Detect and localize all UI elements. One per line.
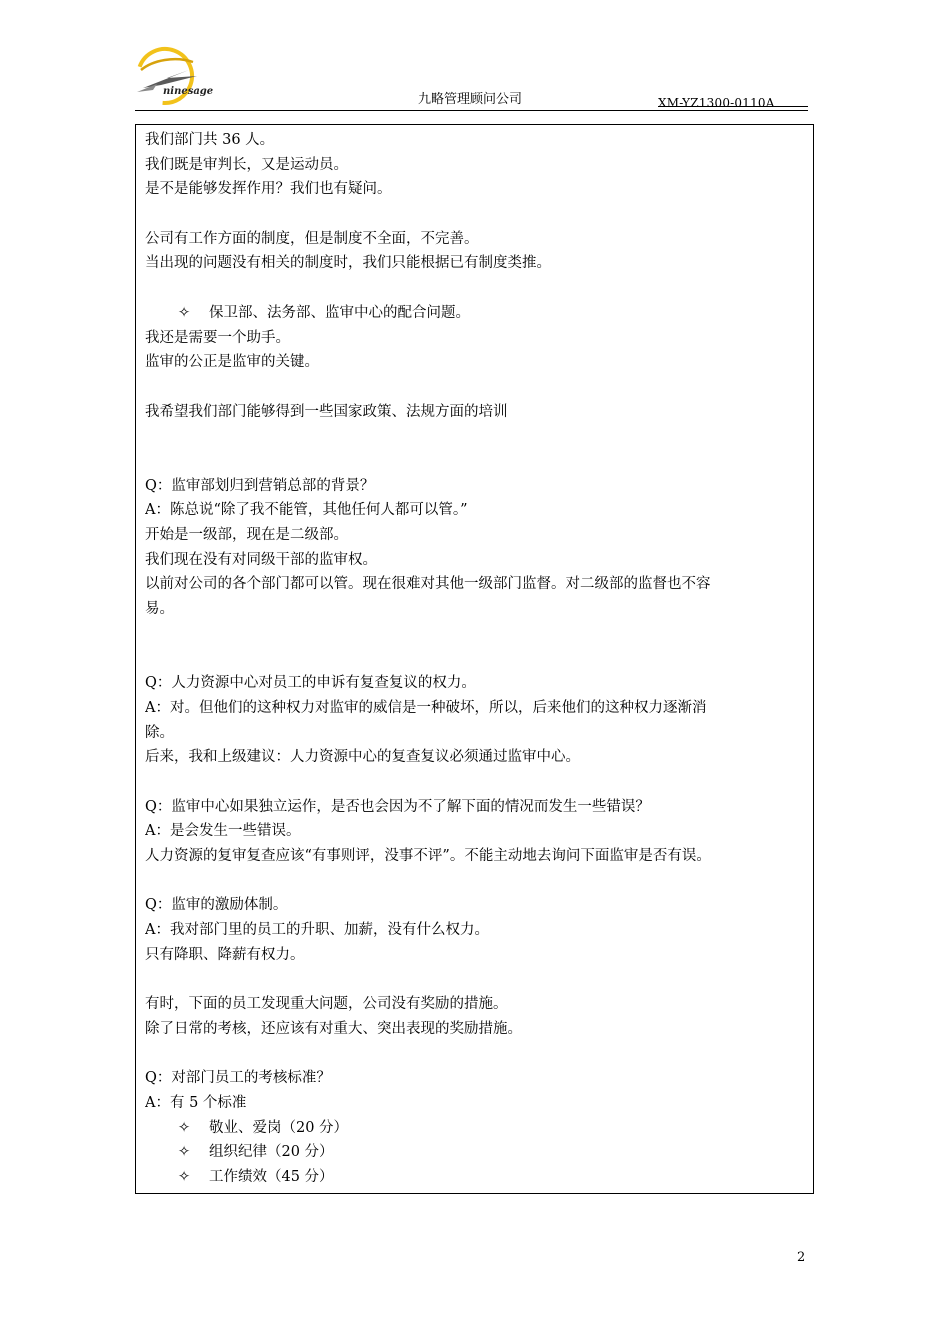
logo-wordmark: ninesage <box>163 86 214 97</box>
answer-line: A：是会发生一些错误。 <box>145 823 301 840</box>
blank-line <box>145 424 805 449</box>
text-line: 我们现在没有对同级干部的监审权。 <box>145 551 377 568</box>
question-line: Q：人力资源中心对员工的申诉有复查复议的权力。 <box>145 675 476 692</box>
bullet-text: 保卫部、法务部、监审中心的配合问题。 <box>209 304 470 321</box>
text-line: 我们既是审判长，又是运动员。 <box>145 156 348 173</box>
text-line: 我希望我们部门能够得到一些国家政策、法规方面的培训 <box>145 403 508 420</box>
bullet-icon: ✧ <box>178 304 191 321</box>
blank-line <box>145 1041 805 1066</box>
question-line: Q：对部门员工的考核标准？ <box>145 1070 331 1087</box>
page-number: 2 <box>797 1250 806 1265</box>
text-line: 是不是能够发挥作用？我们也有疑问。 <box>145 181 392 198</box>
text-line: 公司有工作方面的制度，但是制度不全面，不完善。 <box>145 230 479 247</box>
bullet-icon: ✧ <box>178 1168 191 1185</box>
bullet-text: 敬业、爱岗（20 分） <box>209 1119 349 1136</box>
text-line: 我还是需要一个助手。 <box>145 329 290 346</box>
text-line: 易。 <box>145 601 174 618</box>
question-line: Q：监审中心如果独立运作，是否也会因为不了解下面的情况而发生一些错误？ <box>145 798 650 815</box>
text-line: 当出现的问题没有相关的制度时，我们只能根据已有制度类推。 <box>145 255 551 272</box>
answer-line: A：我对部门里的员工的升职、加薪，没有什么权力。 <box>145 922 489 938</box>
text-line: 有时，下面的员工发现重大问题，公司没有奖励的措施。 <box>145 996 508 1013</box>
content-box <box>135 124 814 1194</box>
bullet-icon: ✧ <box>178 1144 191 1161</box>
bullet-text: 工作绩效（45 分） <box>209 1168 334 1185</box>
bullet-item <box>145 1165 805 1190</box>
question-line: Q：监审部划归到营销总部的背景？ <box>145 477 375 494</box>
blank-line <box>145 375 805 400</box>
text-line: 开始是一级部，现在是二级部。 <box>145 527 348 543</box>
text-line: 除了日常的考核，还应该有对重大、突出表现的奖励措施。 <box>145 1020 522 1037</box>
answer-line: A：对。但他们的这种权力对监审的威信是一种破坏，所以，后来他们的这种权力逐渐消 <box>145 699 707 716</box>
blank-line <box>145 967 805 992</box>
blank-line <box>145 622 805 647</box>
document-code-underline <box>658 106 808 107</box>
blank-line <box>145 202 805 227</box>
ninesage-logo <box>127 40 227 110</box>
bullet-item <box>145 1116 805 1141</box>
bullet-item <box>145 301 805 326</box>
blank-line <box>145 869 805 894</box>
text-line: 监审的公正是监审的关键。 <box>145 354 319 371</box>
bullet-item <box>145 1140 805 1165</box>
text-line: 我们部门共 36 人。 <box>145 132 275 148</box>
document-code: XM-YZ1300-0110A <box>658 96 775 110</box>
blank-line <box>145 646 805 671</box>
answer-line: A：陈总说“除了我不能管，其他任何人都可以管。” <box>145 502 468 519</box>
blank-line <box>145 770 805 795</box>
company-name: 九略管理顾问公司 <box>418 92 523 107</box>
text-line: 以前对公司的各个部门都可以管。现在很难对其他一级部门监督。对二级部的监督也不容 <box>145 576 711 593</box>
blank-line <box>145 276 805 301</box>
answer-line: A：有 5 个标准 <box>145 1094 247 1111</box>
bullet-icon: ✧ <box>178 1119 191 1136</box>
bullet-text: 组织纪律（20 分） <box>209 1144 334 1161</box>
header-rule <box>135 110 808 111</box>
text-line: 后来，我和上级建议：人力资源中心的复查复议必须通过监审中心。 <box>145 749 580 766</box>
text-line: 只有降职、降薪有权力。 <box>145 946 305 963</box>
text-line: 人力资源的复审复查应该“有事则评，没事不评”。不能主动地去询问下面监审是否有误。 <box>145 847 711 864</box>
text-line: 除。 <box>145 724 174 741</box>
blank-line <box>145 449 805 474</box>
question-line: Q：监审的激励体制。 <box>145 897 288 914</box>
